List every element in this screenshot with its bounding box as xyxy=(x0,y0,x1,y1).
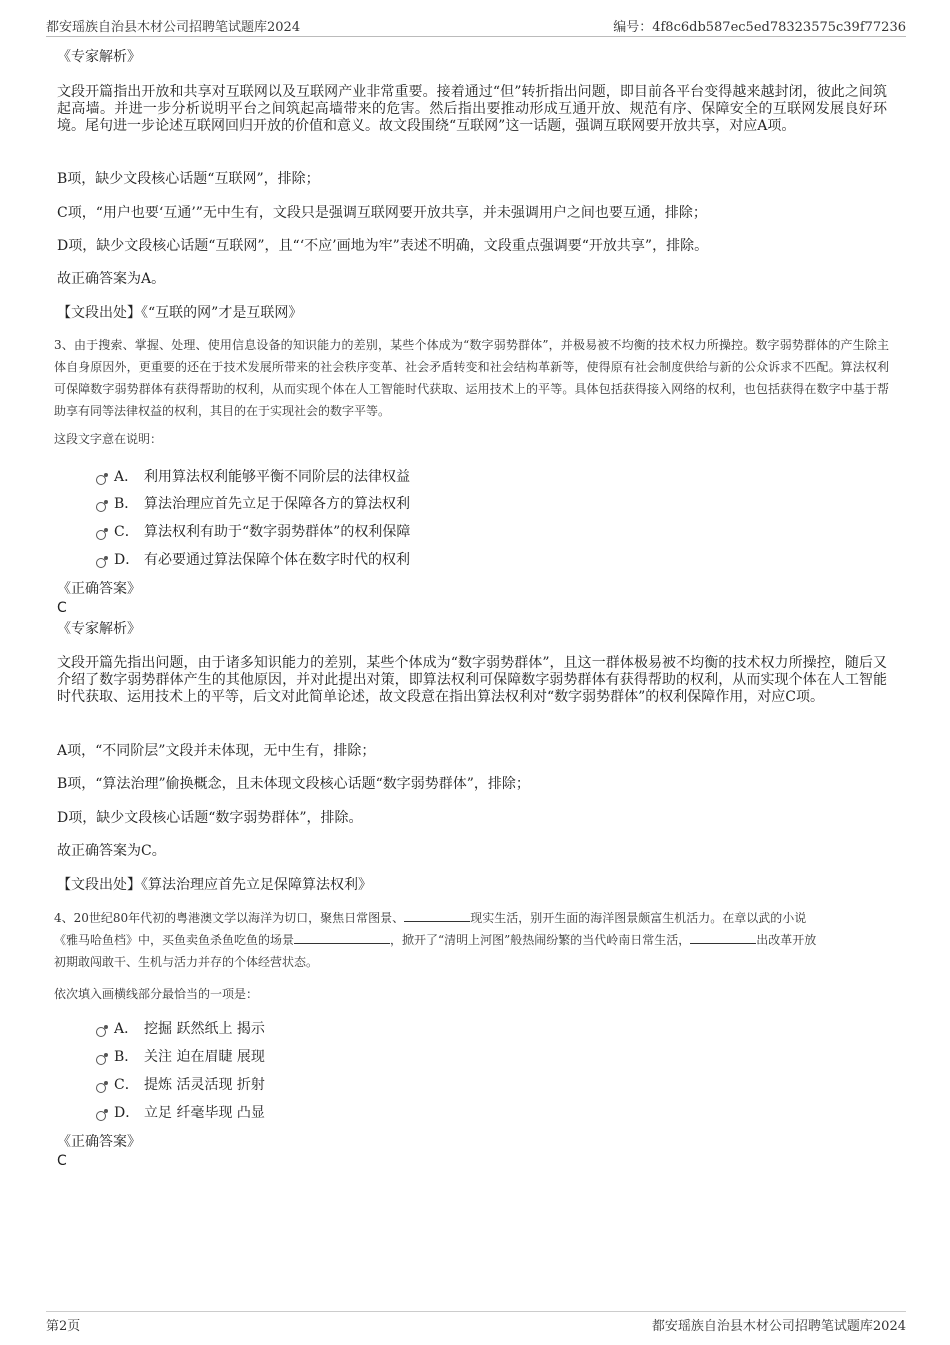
blank-2 xyxy=(294,930,390,944)
q2-note-b: B项，缺少文段核心话题“互联网”，排除； xyxy=(57,171,320,187)
radio-icon[interactable] xyxy=(96,1083,106,1093)
q3-analysis-body: 文段开篇先指出问题，由于诸多知识能力的差别，某些个体成为“数字弱势群体”，且这一群体极易被不均衡的技术权力所操控，随后又介绍了数字弱势群体产生的其他原因，并对此提出对策，即算法权利可保障数字弱势群体有获得帮助的权利，从而实现个体在人工智能时代获取、运用技术上的平等，后文对此简单论述，故文段意在指出算法权利对“数字弱势群体”的权利保障作用，对应C项。 xyxy=(57,655,887,705)
q3-option-c[interactable]: C． 算法权利有助于“数字弱势群体”的权利保障 xyxy=(96,522,410,542)
q4-option-c[interactable]: C． 提炼 活灵活现 折射 xyxy=(96,1075,265,1095)
footer-title: 都安瑶族自治县木材公司招聘笔试题库2024 xyxy=(651,1319,906,1334)
radio-icon[interactable] xyxy=(96,1111,106,1121)
radio-icon[interactable] xyxy=(96,1055,106,1065)
q3-option-b[interactable]: B． 算法治理应首先立足于保障各方的算法权利 xyxy=(96,494,410,514)
q3-source: 【文段出处】《算法治理应首先立足保障算法权利》 xyxy=(57,877,372,893)
blank-1 xyxy=(404,908,470,922)
q2-analysis-title: 《专家解析》 xyxy=(57,49,141,65)
q3-conclusion: 故正确答案为C。 xyxy=(57,843,166,859)
q3-option-a[interactable]: A． 利用算法权利能够平衡不同阶层的法律权益 xyxy=(96,467,410,487)
q4-answer-title: 《正确答案》 xyxy=(57,1134,141,1150)
header-serial: 编号：4f8c6db587ec5ed78323575c39f77236 xyxy=(613,20,906,35)
radio-icon[interactable] xyxy=(96,475,106,485)
radio-icon[interactable] xyxy=(96,530,106,540)
radio-icon[interactable] xyxy=(96,558,106,568)
q3-option-d[interactable]: D． 有必要通过算法保障个体在数字时代的权利 xyxy=(96,550,410,570)
q4-answer: C xyxy=(57,1153,67,1169)
q3-prompt: 这段文字意在说明： xyxy=(54,432,163,446)
page-number: 第2页 xyxy=(46,1319,81,1334)
radio-icon[interactable] xyxy=(96,1027,106,1037)
header-title: 都安瑶族自治县木材公司招聘笔试题库2024 xyxy=(46,20,301,35)
q2-source: 【文段出处】《“互联的网”才是互联网》 xyxy=(57,305,303,321)
q3-answer: C xyxy=(57,600,67,616)
q3-note-d: D项，缺少文段核心话题“数字弱势群体”，排除。 xyxy=(57,810,363,826)
q4-option-a[interactable]: A． 挖掘 跃然纸上 揭示 xyxy=(96,1019,265,1039)
q4-option-b[interactable]: B． 关注 迫在眉睫 展现 xyxy=(96,1047,265,1067)
q3-analysis-title: 《专家解析》 xyxy=(57,621,141,637)
page-header xyxy=(46,14,906,37)
q4-stem: 4、20世纪80年代初的粤港澳文学以海洋为切口，聚焦日常图景、 现实生活，别开生面的海洋图景颇富生机活力。在章以武的小说 《雅马哈鱼档》中，买鱼卖鱼杀鱼吃鱼的场景 ，掀开了“清明上河图”般热闹纷繁的当代岭南日常生活， 出改革开放 初期敢闯敢干、生机与活力并存的个体经营状态。 xyxy=(54,907,894,973)
q3-note-a: A项，“不同阶层”文段并未体现，无中生有，排除； xyxy=(57,743,376,759)
q4-prompt: 依次填入画横线部分最恰当的一项是： xyxy=(54,987,259,1001)
q3-stem: 3、由于搜索、掌握、处理、使用信息设备的知识能力的差别，某些个体成为“数字弱势群体”，并极易被不均衡的技术权力所操控。数字弱势群体的产生除主体自身原因外，更重要的还在于技术发展所带来的社会秩序变革、社会矛盾转变和社会结构革新等，使得原有社会制度供给与新的公众诉求不匹配。算法权利可保障数字弱势群体有获得帮助的权利，从而实现个体在人工智能时代获取、运用技术上的平等。具体包括获得接入网络的权利，也包括获得在数字中基于帮助享有同等法律权益的权利，其目的在于实现社会的数字平等。 xyxy=(54,338,889,418)
q4-option-d[interactable]: D． 立足 纤毫毕现 凸显 xyxy=(96,1103,265,1123)
blank-3 xyxy=(690,930,756,944)
radio-icon[interactable] xyxy=(96,502,106,512)
q2-conclusion: 故正确答案为A。 xyxy=(57,271,166,287)
q3-note-b: B项，“算法治理”偷换概念，且未体现文段核心话题“数字弱势群体”，排除； xyxy=(57,776,530,792)
page-footer xyxy=(46,1311,906,1334)
q2-note-d: D项，缺少文段核心话题“互联网”，且“‘不应’画地为牢”表述不明确，文段重点强调要“开放共享”，排除。 xyxy=(57,238,709,254)
q3-answer-title: 《正确答案》 xyxy=(57,581,141,597)
q2-note-c: C项，“用户也要‘互通’”无中生有，文段只是强调互联网要开放共享，并未强调用户之间也要互通，排除； xyxy=(57,205,707,221)
q2-analysis-body: 文段开篇指出开放和共享对互联网以及互联网产业非常重要。接着通过“但”转折指出问题，即目前各平台变得越来越封闭，彼此之间筑起高墙。并进一步分析说明平台之间筑起高墙带来的危害。然后指出要推动形成互通开放、规范有序、保障安全的互联网发展良好环境。尾句进一步论述互联网回归开放的价值和意义。故文段围绕“互联网”这一话题，强调互联网要开放共享，对应A项。 xyxy=(57,84,887,134)
